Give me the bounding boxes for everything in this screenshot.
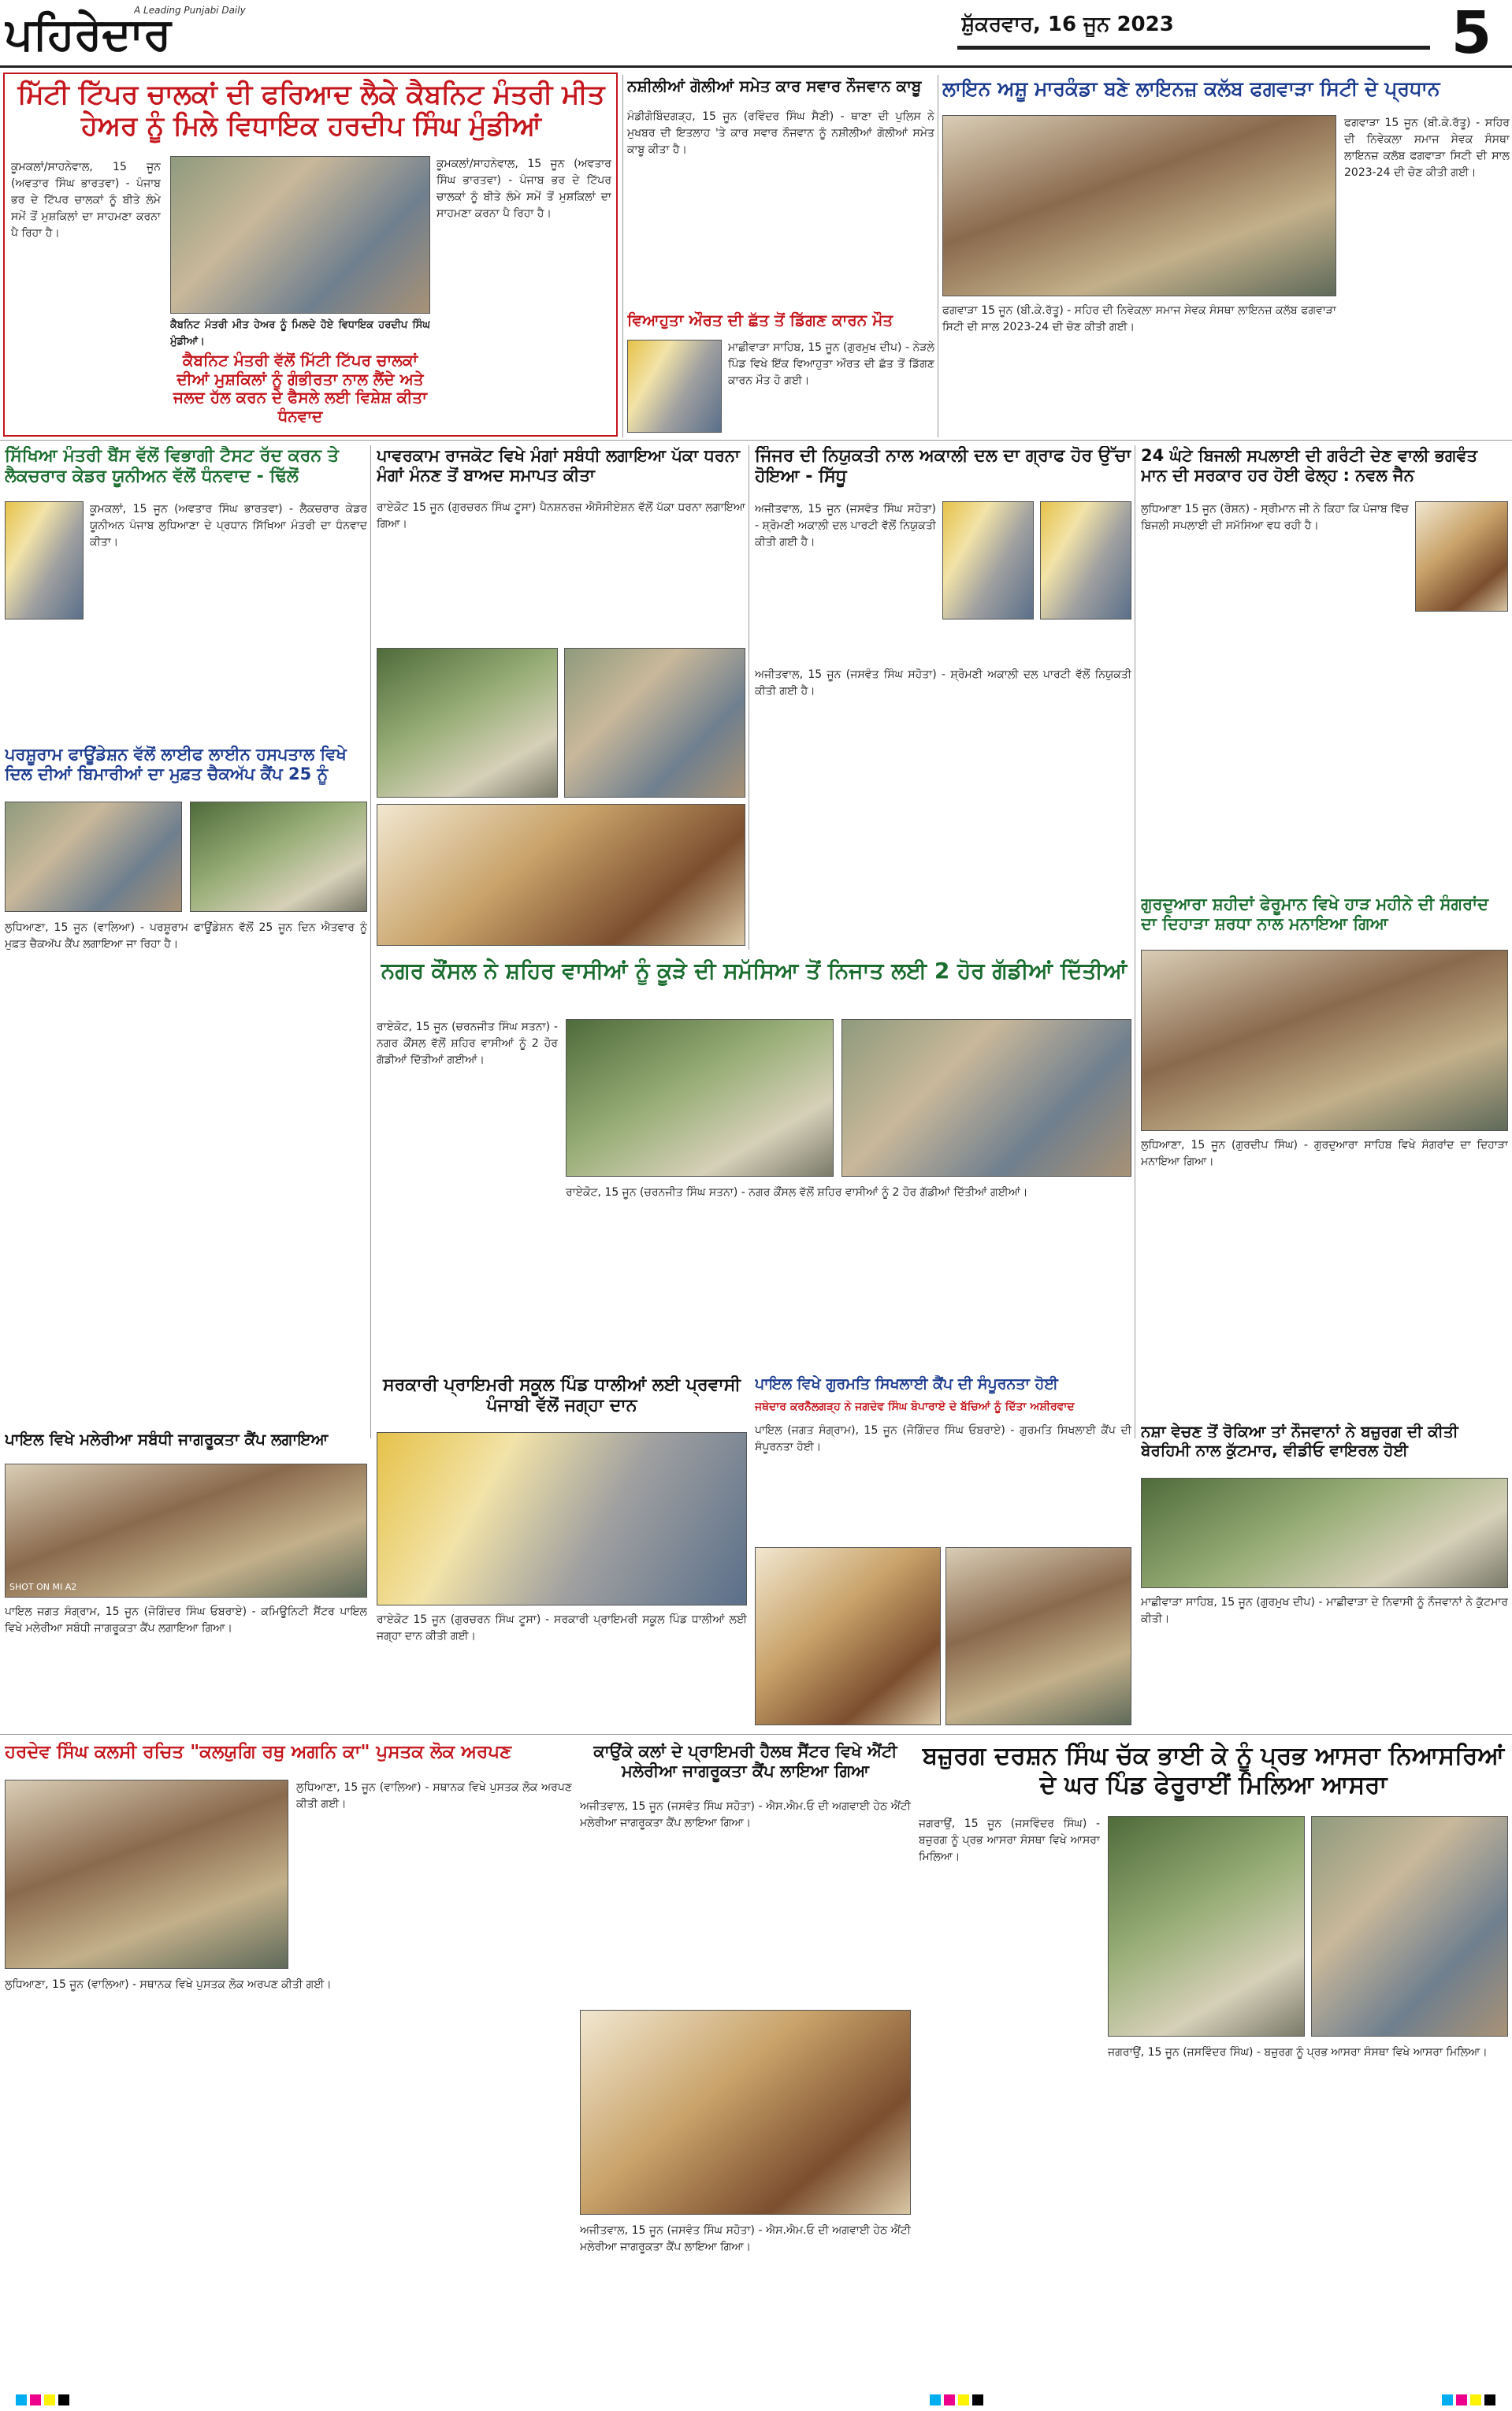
article-photo	[942, 501, 1034, 619]
article-headline: ਲਾਇਨ ਅਸ਼ੂ ਮਾਰਕੰਡਾ ਬਣੇ ਲਾਇਨਜ਼ ਕਲੱਬ ਫਗਵਾੜਾ ਸਿਟੀ ਦੇ ਪ੍ਰਧਾਨ	[942, 77, 1440, 100]
article-elder-shelter	[919, 1742, 1508, 2388]
article-headline: ਵਿਆਹੁਤਾ ਔਰਤ ਦੀ ਛੱਤ ਤੋਂ ਡਿੱਗਣ ਕਾਰਨ ਮੌਤ	[627, 311, 893, 329]
article-headline: ਪਾਇਲ ਵਿਖੇ ਗੁਰਮਤਿ ਸਿਖਲਾਈ ਕੈਂਪ ਦੀ ਸੰਪੂਰਨਤਾ ਹੋਈ	[755, 1375, 1058, 1393]
section-rule	[0, 440, 1512, 441]
article-education-minister	[5, 446, 367, 738]
article-photo	[377, 1432, 747, 1605]
article-subhead: ਕੈਬਨਿਟ ਮੰਤਰੀ ਵੱਲੋਂ ਮਿੱਟੀ ਟਿੱਪਰ ਚਾਲਕਾਂ ਦੀਆਂ ਮੁਸ਼ਕਿਲਾਂ ਨੂੰ ਗੰਭੀਰਤਾ ਨਾਲ ਲੈਂਦੇ ਅਤੇ ਜਲਦ ਹੱਲ ਕਰਨ ਦੇ ਫੈਸਲੇ ਲਈ ਵਿਸ਼ੇਸ਼ ਕੀਤਾ ਧੰਨਵਾਦ	[173, 352, 427, 426]
article-headline: ਨਸ਼ਾ ਵੇਚਣ ਤੋਂ ਰੋਕਿਆ ਤਾਂ ਨੌਜਵਾਨਾਂ ਨੇ ਬਜ਼ੁਰਗ ਦੀ ਕੀਤੀ ਬੇਰਹਿਮੀ ਨਾਲ ਕੁੱਟਮਾਰ, ਵੀਡੀਓ ਵਾਇਰਲ ਹੋਈ	[1141, 1423, 1458, 1460]
magenta-swatch	[944, 2394, 955, 2405]
article-headline: ਹਰਦੇਵ ਸਿੰਘ ਕਲਸੀ ਰਚਿਤ "ਕਲਯੁਗਿ ਰਥੁ ਅਗਨਿ ਕਾ" ਪੁਸਤਕ ਲੋਕ ਅਰਪਣ	[5, 1742, 512, 1762]
article-gurmat-camp	[755, 1375, 1131, 1730]
article-body-col2: ਲੁਧਿਆਣਾ, 15 ਜੂਨ (ਵਾਲਿਆ) - ਸਥਾਨਕ ਵਿਖੇ ਪੁਸਤਕ ਲੋਕ ਅਰਪਣ ਕੀਤੀ ਗਈ।	[296, 1781, 572, 1810]
magenta-swatch	[1456, 2394, 1467, 2405]
article-body: ਅਜੀਤਵਾਲ, 15 ਜੂਨ (ਜਸਵੰਤ ਸਿੰਘ ਸਹੋਤਾ) - ਸ਼੍ਰੋਮਣੀ ਅਕਾਲੀ ਦਲ ਪਾਰਟੀ ਵੱਲੋਂ ਨਿਯੁਕਤੀ ਕੀਤੀ ਗਈ ਹੈ।	[755, 503, 936, 549]
article-body-col2: ਰਾਏਕੋਟ, 15 ਜੂਨ (ਚਰਨਜੀਤ ਸਿੰਘ ਸਤਨਾ) - ਨਗਰ ਕੌਂਸਲ ਵੱਲੋਂ ਸ਼ਹਿਰ ਵਾਸੀਆਂ ਨੂੰ 2 ਹੋਰ ਗੱਡੀਆਂ ਦਿੱਤੀਆਂ ਗਈਆਂ।	[566, 1186, 1028, 1199]
article-woman-death	[627, 311, 934, 437]
article-body: ਮਾਛੀਵਾੜਾ ਸਾਹਿਬ, 15 ਜੂਨ (ਗੁਰਮੁਖ ਦੀਪ) - ਨੇੜਲੇ ਪਿੰਡ ਵਿਖੇ ਇੱਕ ਵਿਆਹੁਤਾ ਔਰਤ ਦੀ ਛੱਤ ਤੋਂ ਡਿੱਗਣ ਕਾਰਨ ਮੌਤ ਹੋ ਗਈ।	[728, 341, 934, 387]
article-body: ਅਜੀਤਵਾਲ, 15 ਜੂਨ (ਜਸਵੰਤ ਸਿੰਘ ਸਹੋਤਾ) - ਐਸ.ਐਮ.ਓ ਦੀ ਅਗਵਾਈ ਹੇਠ ਐਂਟੀ ਮਲੇਰੀਆ ਜਾਗਰੂਕਤਾ ਕੈਂਪ ਲਾਇਆ ਗਿਆ।	[580, 1800, 911, 1829]
black-swatch	[972, 2394, 983, 2405]
article-garbage-vehicles	[377, 958, 1131, 1367]
article-body-col2: ਜਗਰਾਉਂ, 15 ਜੂਨ (ਜਸਵਿੰਦਰ ਸਿੰਘ) - ਬਜ਼ੁਰਗ ਨੂੰ ਪ੍ਰਭ ਆਸਰਾ ਸੰਸਥਾ ਵਿਖੇ ਆਸਰਾ ਮਿਲਿਆ।	[1108, 2046, 1488, 2059]
article-akali-appointment	[755, 446, 1131, 951]
article-body-col2: ਫਗਵਾੜਾ 15 ਜੂਨ (ਬੀ.ਕੇ.ਰੱਤੂ) - ਸਹਿਰ ਦੀ ਨਿਵੇਕਲਾ ਸਮਾਜ ਸੇਵਕ ਸੰਸਥਾ ਲਾਇਨਜ਼ ਕਲੱਬ ਫਗਵਾੜਾ ਸਿਟੀ ਦੀ ਸਾਲ 2023-24 ਦੀ ਚੋਣ ਕੀਤੀ ਗਈ।	[1344, 117, 1510, 179]
article-gurdwara-sangrand	[1141, 895, 1508, 1415]
article-body: ਮੰਡੀਗੋਬਿੰਦਗੜ੍ਹ, 15 ਜੂਨ (ਰਵਿੰਦਰ ਸਿੰਘ ਸੈਣੀ) - ਥਾਣਾ ਦੀ ਪੁਲਿਸ ਨੇ ਮੁਖਬਰ ਦੀ ਇਤਲਾਹ 'ਤੇ ਕਾਰ ਸਵਾਰ ਨੌਜਵਾਨ ਨੂੰ ਨਸ਼ੀਲੀਆਂ ਗੋਲੀਆਂ ਸਮੇਤ ਕਾਬੂ ਕੀਤਾ ਹੈ।	[627, 110, 934, 156]
article-body: ਰਾਏਕੋਟ 15 ਜੂਨ (ਗੁਰਚਰਨ ਸਿੰਘ ਟੂਸਾ) ਪੈਨਸ਼ਨਰਜ਼ ਐਸੋਸੀਏਸ਼ਨ ਵੱਲੋਂ ਪੱਕਾ ਧਰਨਾ ਲਗਾਇਆ ਗਿਆ।	[377, 501, 745, 530]
section-rule	[0, 1734, 1512, 1735]
article-body: ਲੁਧਿਆਣਾ, 15 ਜੂਨ (ਵਾਲਿਆ) - ਪਰਸ਼ੂਰਾਮ ਫਾਊਂਡੇਸ਼ਨ ਵੱਲੋਂ 25 ਜੂਨ ਦਿਨ ਐਤਵਾਰ ਨੂੰ ਮੁਫ਼ਤ ਚੈਕਅੱਪ ਕੈਂਪ ਲਗਾਇਆ ਜਾ ਰਿਹਾ ਹੈ।	[5, 921, 367, 951]
article-photo	[190, 802, 367, 912]
photo-watermark: SHOT ON MI A2	[9, 1582, 77, 1592]
article-photo	[564, 648, 745, 798]
article-headline: ਜਿੰਜਰ ਦੀ ਨਿਯੁਕਤੀ ਨਾਲ ਅਕਾਲੀ ਦਲ ਦਾ ਗ੍ਰਾਫ ਹੋਰ ਉੱਚਾ ਹੋਇਆ - ਸਿੱਧੂ	[755, 446, 1131, 486]
article-book-release	[5, 1742, 572, 2388]
article-tipper-drivers	[3, 73, 618, 437]
black-swatch	[58, 2394, 69, 2405]
article-body: ਰਾਏਕੋਟ, 15 ਜੂਨ (ਚਰਨਜੀਤ ਸਿੰਘ ਸਤਨਾ) - ਨਗਰ ਕੌਂਸਲ ਵੱਲੋਂ ਸ਼ਹਿਰ ਵਾਸੀਆਂ ਨੂੰ 2 ਹੋਰ ਗੱਡੀਆਂ ਦਿੱਤੀਆਂ ਗਈਆਂ।	[377, 1021, 558, 1066]
article-photo	[377, 804, 745, 946]
cyan-swatch	[1442, 2394, 1453, 2405]
article-body: ਪਾਇਲ (ਜਗਤ ਸੰਗ੍ਰਾਮ), 15 ਜੂਨ (ਜੋਗਿੰਦਰ ਸਿੰਘ ਓਬਰਾਏ) - ਗੁਰਮਤਿ ਸਿਖਲਾਈ ਕੈਂਪ ਦੀ ਸੰਪੂਰਨਤਾ ਹੋਈ।	[755, 1424, 1131, 1453]
article-health-centre	[580, 1742, 911, 2388]
masthead	[0, 0, 1512, 68]
article-body: ਪਾਇਲ ਜਗਤ ਸੰਗ੍ਰਾਮ, 15 ਜੂਨ (ਜੋਗਿੰਦਰ ਸਿੰਘ ਓਬਰਾਏ) - ਕਮਿਊਨਿਟੀ ਸੈਂਟਰ ਪਾਇਲ ਵਿਖੇ ਮਲੇਰੀਆ ਸਬੰਧੀ ਜਾਗਰੂਕਤਾ ਕੈਂਪ ਲਗਾਇਆ ਗਿਆ।	[5, 1605, 367, 1635]
article-school-donation	[377, 1375, 747, 1730]
column-rule	[370, 445, 371, 1438]
article-headline: ਪਾਇਲ ਵਿਖੇ ਮਲੇਰੀਆ ਸਬੰਧੀ ਜਾਗਰੂਕਤਾ ਕੈਂਪ ਲਗਾਇਆ	[5, 1431, 329, 1449]
article-headline: ਬਜ਼ੁਰਗ ਦਰਸ਼ਨ ਸਿੰਘ ਚੱਕ ਭਾਈ ਕੇ ਨੂੰ ਪ੍ਰਭ ਆਸਰਾ ਨਿਆਸਰਿਆਂ ਦੇ ਘਰ ਪਿੰਡ ਫੇਰੂਰਾਈਂ ਮਿਲਿਆ ਆਸਰਾ	[922, 1742, 1505, 1799]
date-underline	[957, 46, 1430, 50]
article-malaria-payal	[5, 1431, 367, 1730]
article-subhead: ਜਥੇਦਾਰ ਕਰਨੈਲਗੜ੍ਹ ਨੇ ਜਗਦੇਵ ਸਿੰਘ ਬੋਪਾਰਾਏ ਦੇ ਬੱਚਿਆਂ ਨੂੰ ਦਿੱਤਾ ਅਸ਼ੀਰਵਾਦ	[755, 1401, 1075, 1413]
article-headline: ਕਾਉਂਕੇ ਕਲਾਂ ਦੇ ਪ੍ਰਾਇਮਰੀ ਹੈਲਥ ਸੈਂਟਰ ਵਿਖੇ ਐਂਟੀ ਮਲੇਰੀਆ ਜਾਗਰੂਕਤਾ ਕੈਂਪ ਲਾਇਆ ਗਿਆ	[593, 1742, 897, 1780]
tagline: A Leading Punjabi Daily	[134, 5, 246, 16]
black-swatch	[1484, 2394, 1495, 2405]
article-headline: 24 ਘੰਟੇ ਬਿਜਲੀ ਸਪਲਾਈ ਦੀ ਗਰੰਟੀ ਦੇਣ ਵਾਲੀ ਭਗਵੰਤ ਮਾਨ ਦੀ ਸਰਕਾਰ ਹਰ ਹੋਈ ਫੇਲ੍ਹ : ਨਵਲ ਜੈਨ	[1141, 446, 1478, 485]
article-photo	[627, 340, 722, 433]
article-body: ਕੂਮਕਲਾਂ/ਸਾਹਨੇਵਾਲ, 15 ਜੂਨ (ਅਵਤਾਰ ਸਿੰਘ ਭਾਰਤਵਾ) - ਪੰਜਾਬ ਭਰ ਦੇ ਟਿੱਪਰ ਚਾਲਕਾਂ ਨੂੰ ਬੀਤੇ ਲੰਮੇ ਸਮੇਂ ਤੋਂ ਮੁਸ਼ਕਿਲਾਂ ਦਾ ਸਾਹਮਣਾ ਕਰਨਾ ਪੈ ਰਿਹਾ ਹੈ।	[11, 161, 161, 240]
article-photo	[1141, 1478, 1508, 1588]
article-headline: ਮਿੱਟੀ ਟਿੱਪਰ ਚਾਲਕਾਂ ਦੀ ਫਰਿਆਦ ਲੈਕੇ ਕੈਬਨਿਟ ਮੰਤਰੀ ਮੀਤ ਹੇਅਰ ਨੂੰ ਮਿਲੇ ਵਿਧਾਇਕ ਹਰਦੀਪ ਸਿੰਘ ਮੁੰਡੀਆਂ	[17, 79, 605, 143]
article-photo	[841, 1019, 1131, 1177]
article-headline: ਸਰਕਾਰੀ ਪ੍ਰਾਇਮਰੀ ਸਕੂਲ ਪਿੰਡ ਧਾਲੀਆਂ ਲਈ ਪ੍ਰਵਾਸੀ ਪੰਜਾਬੀ ਵੱਲੋਂ ਜਗ੍ਹਾ ਦਾਨ	[383, 1375, 741, 1416]
article-parshuram-camp	[5, 745, 367, 1423]
article-headline: ਪਾਵਰਕਾਮ ਰਾਜਕੋਟ ਵਿਖੇ ਮੰਗਾਂ ਸਬੰਧੀ ਲਗਾਇਆ ਪੱਕਾ ਧਰਨਾ ਮੰਗਾਂ ਮੰਨਣ ਤੋਂ ਬਾਅਦ ਸਮਾਪਤ ਕੀਤਾ	[377, 446, 740, 485]
article-photo	[1040, 501, 1131, 619]
print-registration-bar	[0, 2391, 1512, 2411]
article-photo	[1415, 501, 1508, 612]
article-photo	[5, 1464, 367, 1598]
article-elder-beaten	[1141, 1423, 1508, 1730]
article-photo	[755, 1547, 941, 1725]
article-body-col2: ਅਜੀਤਵਾਲ, 15 ਜੂਨ (ਜਸਵੰਤ ਸਿੰਘ ਸਹੋਤਾ) - ਐਸ.ਐਮ.ਓ ਦੀ ਅਗਵਾਈ ਹੇਠ ਐਂਟੀ ਮਲੇਰੀਆ ਜਾਗਰੂਕਤਾ ਕੈਂਪ ਲਾਇਆ ਗਿਆ।	[580, 2224, 911, 2253]
yellow-swatch	[958, 2394, 969, 2405]
article-photo	[566, 1019, 834, 1177]
article-photo	[580, 2010, 911, 2215]
article-photo	[1108, 1816, 1305, 2037]
magenta-swatch	[30, 2394, 41, 2405]
yellow-swatch	[1470, 2394, 1481, 2405]
issue-date: ਸ਼ੁੱਕਰਵਾਰ, 16 ਜੂਨ 2023	[961, 13, 1174, 36]
article-body: ਲੁਧਿਆਣਾ, 15 ਜੂਨ (ਵਾਲਿਆ) - ਸਥਾਨਕ ਵਿਖੇ ਪੁਸਤਕ ਲੋਕ ਅਰਪਣ ਕੀਤੀ ਗਈ।	[5, 1978, 332, 1991]
article-photo	[1311, 1816, 1508, 2037]
cyan-swatch	[930, 2394, 941, 2405]
article-photo	[170, 156, 430, 314]
article-body: ਫਗਵਾੜਾ 15 ਜੂਨ (ਬੀ.ਕੇ.ਰੱਤੂ) - ਸਹਿਰ ਦੀ ਨਿਵੇਕਲਾ ਸਮਾਜ ਸੇਵਕ ਸੰਸਥਾ ਲਾਇਨਜ਼ ਕਲੱਬ ਫਗਵਾੜਾ ਸਿਟੀ ਦੀ ਸਾਲ 2023-24 ਦੀ ਚੋਣ ਕੀਤੀ ਗਈ।	[942, 304, 1336, 333]
article-headline: ਪਰਸ਼ੂਰਾਮ ਫਾਊਂਡੇਸ਼ਨ ਵੱਲੋਂ ਲਾਈਫ ਲਾਈਨ ਹਸਪਤਾਲ ਵਿਖੇ ਦਿਲ ਦੀਆਂ ਬਿਮਾਰੀਆਂ ਦਾ ਮੁਫ਼ਤ ਚੈਕਅੱਪ ਕੈਂਪ 25 ਨੂੰ	[5, 745, 347, 783]
article-headline: ਸਿੱਖਿਆ ਮੰਤਰੀ ਬੈਂਸ ਵੱਲੋਂ ਵਿਭਾਗੀ ਟੈਸਟ ਰੱਦ ਕਰਨ ਤੇ ਲੈਕਚਰਾਰ ਕੇਡਰ ਯੂਨੀਅਨ ਵੱਲੋਂ ਧੰਨਵਾਦ - ਢਿੱਲੋਂ	[5, 446, 339, 486]
article-body-col2: ਕੂਮਕਲਾਂ/ਸਾਹਨੇਵਾਲ, 15 ਜੂਨ (ਅਵਤਾਰ ਸਿੰਘ ਭਾਰਤਵਾ) - ਪੰਜਾਬ ਭਰ ਦੇ ਟਿੱਪਰ ਚਾਲਕਾਂ ਨੂੰ ਬੀਤੇ ਲੰਮੇ ਸਮੇਂ ਤੋਂ ਮੁਸ਼ਕਿਲਾਂ ਦਾ ਸਾਹਮਣਾ ਕਰਨਾ ਪੈ ਰਿਹਾ ਹੈ।	[437, 158, 611, 220]
article-electricity	[1141, 446, 1508, 887]
article-photo	[1141, 950, 1508, 1131]
page-number: 5	[1451, 0, 1492, 66]
article-body: ਲੁਧਿਆਣਾ 15 ਜੂਨ (ਰੋਸ਼ਨ) - ਸ੍ਰੀਮਾਨ ਜੀ ਨੇ ਕਿਹਾ ਕਿ ਪੰਜਾਬ ਵਿੱਚ ਬਿਜਲੀ ਸਪਲਾਈ ਦੀ ਸਮੱਸਿਆ ਵਧ ਰਹੀ ਹੈ।	[1141, 503, 1409, 532]
photo-caption: ਕੈਬਨਿਟ ਮੰਤਰੀ ਮੀਤ ਹੇਅਰ ਨੂੰ ਮਿਲਦੇ ਹੋਏ ਵਿਧਾਇਕ ਹਰਦੀਪ ਸਿੰਘ ਮੁੰਡੀਆਂ।	[170, 319, 430, 348]
article-photo	[5, 1780, 288, 1969]
article-body: ਮਾਛੀਵਾੜਾ ਸਾਹਿਬ, 15 ਜੂਨ (ਗੁਰਮੁਖ ਦੀਪ) - ਮਾਛੀਵਾੜਾ ਦੇ ਨਿਵਾਸੀ ਨੂੰ ਨੌਜਵਾਨਾਂ ਨੇ ਕੁੱਟਮਾਰ ਕੀਤੀ।	[1141, 1596, 1508, 1625]
article-powercom-protest	[377, 446, 745, 951]
cyan-swatch	[16, 2394, 27, 2405]
article-photo	[945, 1547, 1131, 1725]
article-photo	[5, 802, 182, 912]
article-body-col2: ਅਜੀਤਵਾਲ, 15 ਜੂਨ (ਜਸਵੰਤ ਸਿੰਘ ਸਹੋਤਾ) - ਸ਼੍ਰੋਮਣੀ ਅਕਾਲੀ ਦਲ ਪਾਰਟੀ ਵੱਲੋਂ ਨਿਯੁਕਤੀ ਕੀਤੀ ਗਈ ਹੈ।	[755, 668, 1131, 698]
article-body: ਲੁਧਿਆਣਾ, 15 ਜੂਨ (ਗੁਰਦੀਪ ਸਿੰਘ) - ਗੁਰਦੁਆਰਾ ਸਾਹਿਬ ਵਿਖੇ ਸੰਗਰਾਂਦ ਦਾ ਦਿਹਾੜਾ ਮਨਾਇਆ ਗਿਆ।	[1141, 1139, 1508, 1168]
article-photo	[5, 501, 84, 619]
article-headline: ਨਸ਼ੀਲੀਆਂ ਗੋਲੀਆਂ ਸਮੇਤ ਕਾਰ ਸਵਾਰ ਨੌਜਵਾਨ ਕਾਬੂ	[627, 77, 922, 95]
newspaper-logo: ਪਹਿਰੇਦਾਰ	[5, 8, 172, 60]
article-headline: ਨਗਰ ਕੌਂਸਲ ਨੇ ਸ਼ਹਿਰ ਵਾਸੀਆਂ ਨੂੰ ਕੂੜੇ ਦੀ ਸਮੱਸਿਆ ਤੋਂ ਨਿਜਾਤ ਲਈ 2 ਹੋਰ ਗੱਡੀਆਂ ਦਿੱਤੀਆਂ	[381, 958, 1127, 984]
article-body: ਜਗਰਾਉਂ, 15 ਜੂਨ (ਜਸਵਿੰਦਰ ਸਿੰਘ) - ਬਜ਼ੁਰਗ ਨੂੰ ਪ੍ਰਭ ਆਸਰਾ ਸੰਸਥਾ ਵਿਖੇ ਆਸਰਾ ਮਿਲਿਆ।	[919, 1818, 1100, 1863]
article-photo	[942, 115, 1336, 296]
article-lions-club	[942, 73, 1510, 437]
article-body: ਰਾਏਕੋਟ 15 ਜੂਨ (ਗੁਰਚਰਨ ਸਿੰਘ ਟੂਸਾ) - ਸਰਕਾਰੀ ਪ੍ਰਾਇਮਰੀ ਸਕੂਲ ਪਿੰਡ ਧਾਲੀਆਂ ਲਈ ਜਗ੍ਹਾ ਦਾਨ ਕੀਤੀ ਗਈ।	[377, 1613, 747, 1643]
article-body: ਕੂਮਕਲਾਂ, 15 ਜੂਨ (ਅਵਤਾਰ ਸਿੰਘ ਭਾਰਤਵਾ) - ਲੈਕਚਰਾਰ ਕੇਡਰ ਯੂਨੀਅਨ ਪੰਜਾਬ ਲੁਧਿਆਣਾ ਦੇ ਪ੍ਰਧਾਨ ਸਿੱਖਿਆ ਮੰਤਰੀ ਦਾ ਧੰਨਵਾਦ ਕੀਤਾ।	[90, 503, 367, 549]
article-drug-arrest	[627, 73, 934, 309]
article-photo	[377, 648, 558, 798]
yellow-swatch	[44, 2394, 55, 2405]
article-headline: ਗੁਰਦੁਆਰਾ ਸ਼ਹੀਦਾਂ ਫੇਰੂਮਾਨ ਵਿਖੇ ਹਾੜ ਮਹੀਨੇ ਦੀ ਸੰਗਰਾਂਦ ਦਾ ਦਿਹਾੜਾ ਸ਼ਰਧਾ ਨਾਲ ਮਨਾਇਆ ਗਿਆ	[1141, 895, 1488, 933]
column-rule	[622, 75, 623, 437]
